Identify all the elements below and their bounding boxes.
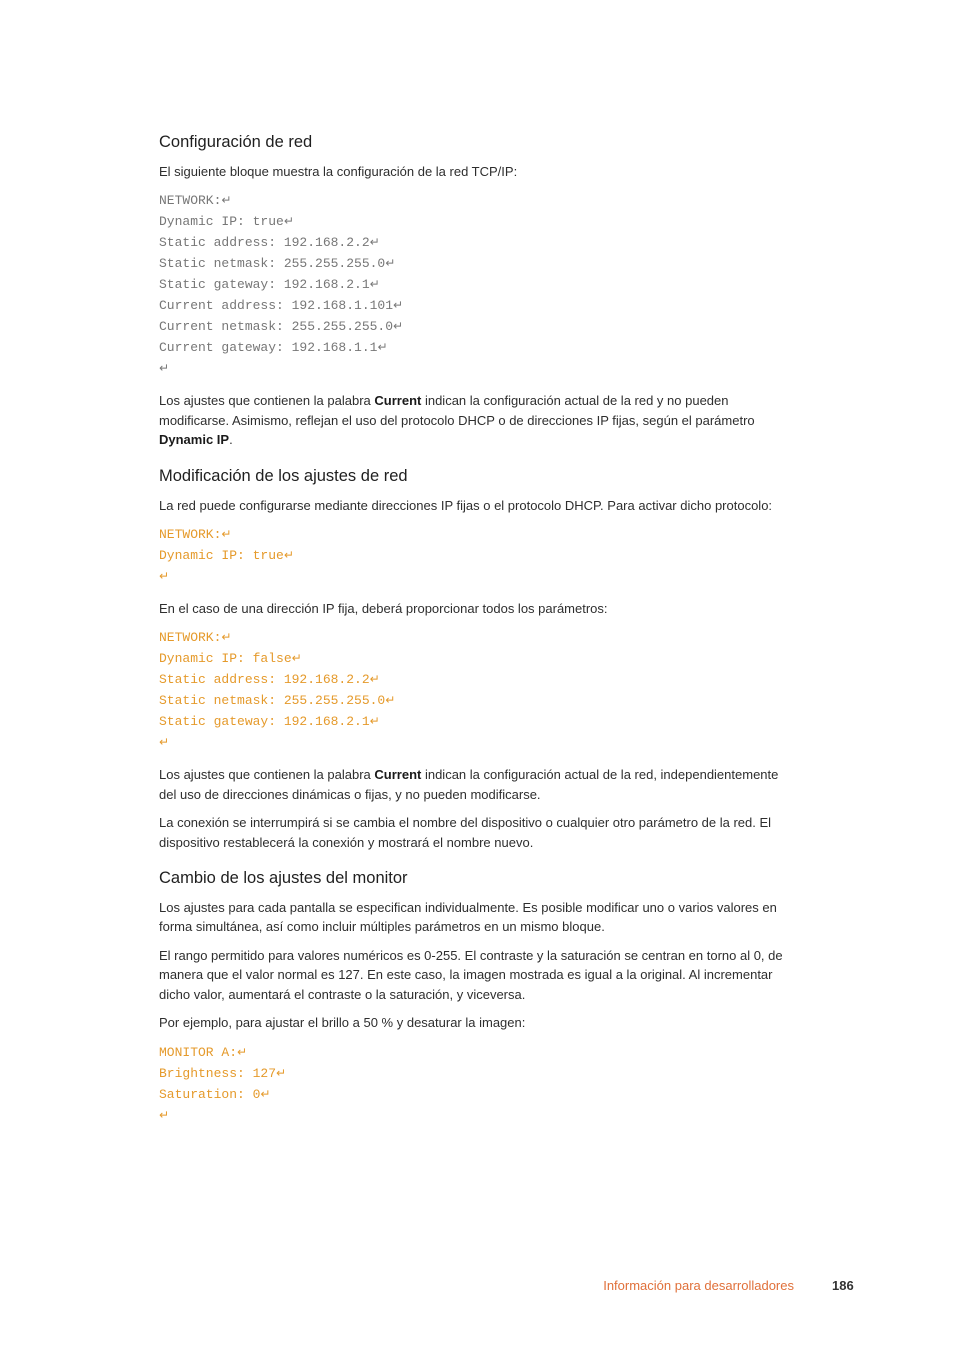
return-icon: ↵: [369, 277, 380, 292]
code-line: [159, 316, 799, 337]
code-text: Saturation: 0: [159, 1086, 261, 1102]
code-text: Dynamic IP: true: [159, 548, 284, 564]
code-line: [159, 1084, 799, 1105]
return-icon: ↵: [276, 1065, 287, 1080]
code-text: Static gateway: 192.168.2.1: [159, 714, 370, 730]
return-icon: ↵: [369, 235, 380, 250]
code-line: [159, 690, 799, 711]
paragraph: El siguiente bloque muestra la configuración de la red TCP/IP:: [159, 164, 518, 179]
code-text: Static gateway: 192.168.2.1: [159, 277, 370, 293]
code-block-dhcp: [159, 524, 799, 587]
paragraph: En el caso de una dirección IP fija, deberá proporcionar todos los parámetros:: [159, 601, 608, 617]
code-text: NETWORK:: [159, 630, 222, 646]
return-icon: ↵: [260, 1086, 271, 1101]
code-text: Dynamic IP: false: [159, 651, 292, 667]
code-text: NETWORK:: [159, 193, 222, 209]
return-icon: ↵: [159, 569, 170, 584]
code-line: [159, 524, 799, 545]
code-line: [159, 627, 799, 648]
return-icon: ↵: [385, 256, 396, 271]
section-heading-modify-network: Modificación de los ajustes de red: [159, 466, 408, 485]
code-text: Static address: 192.168.2.2: [159, 235, 370, 251]
paragraph: Los ajustes para cada pantalla se especifican individualmente. Es posible modificar uno o varios valores en forma simultánea, así como incluir múltiples parámetros en un mismo bloque.: [159, 900, 777, 935]
paragraph: La conexión se interrumpirá si se cambia el nombre del dispositivo o cualquier otro parámetro de la red. El dispositivo restablecerá la conexión y mostrará el nombre nuevo.: [159, 815, 772, 850]
code-line: [159, 190, 799, 211]
code-block-static-ip: [159, 627, 799, 753]
code-line: [159, 232, 799, 253]
code-text: Dynamic IP: true: [159, 214, 284, 230]
code-line: [159, 1105, 799, 1126]
code-line: [159, 1063, 799, 1084]
return-icon: ↵: [159, 361, 170, 376]
code-text: Current address: 192.168.1.101: [159, 298, 394, 314]
return-icon: ↵: [221, 630, 232, 645]
code-line: [159, 337, 799, 358]
code-block-monitor: [159, 1042, 799, 1126]
paragraph: El rango permitido para valores numéricos es 0-255. El contraste y la saturación se centran en torno al 0, de manera que el valor normal es 127. En este caso, la imagen mostrada es igual a la original. Al incrementar dicho valor, aumentará el contraste o la saturación, y viceversa.: [159, 947, 783, 1002]
return-icon: ↵: [393, 319, 404, 334]
code-line: [159, 545, 799, 566]
code-text: Static netmask: 255.255.255.0: [159, 256, 386, 272]
code-block-network-status: [159, 190, 799, 379]
paragraph: La red puede configurarse mediante direcciones IP fijas o el protocolo DHCP. Para activar dicho protocolo:: [159, 497, 773, 513]
return-icon: ↵: [283, 214, 294, 229]
code-line: [159, 669, 799, 690]
page-number: 186: [832, 1278, 854, 1293]
section-heading-network-config: Configuración de red: [159, 133, 313, 151]
footer-doc-title: Información para desarrolladores: [603, 1278, 794, 1293]
return-icon: ↵: [221, 527, 232, 542]
return-icon: ↵: [369, 714, 380, 729]
code-text: Current gateway: 192.168.1.1: [159, 340, 378, 356]
code-line: [159, 711, 799, 732]
keyword: Current: [374, 767, 422, 783]
return-icon: ↵: [283, 548, 294, 563]
return-icon: ↵: [377, 340, 388, 355]
page-footer: [0, 1278, 954, 1298]
code-line: [159, 211, 799, 232]
keyword: Current: [374, 393, 422, 409]
return-icon: ↵: [369, 672, 380, 687]
code-text: Static netmask: 255.255.255.0: [159, 693, 386, 709]
code-text: NETWORK:: [159, 527, 222, 543]
return-icon: ↵: [385, 693, 396, 708]
return-icon: ↵: [291, 651, 302, 666]
paragraph: Los ajustes que contienen la palabra Current indican la configuración actual de la red y no pueden modificarse. Asimismo, reflejan el uso del protocolo DHCP o de direcciones IP fijas, según el parámetro Dynamic IP.: [159, 393, 755, 448]
code-line: [159, 566, 799, 587]
code-line: [159, 732, 799, 753]
code-line: [159, 295, 799, 316]
page-content: [159, 130, 799, 1138]
return-icon: ↵: [221, 193, 232, 208]
code-text: Current netmask: 255.255.255.0: [159, 319, 394, 335]
return-icon: ↵: [393, 298, 404, 313]
code-line: [159, 648, 799, 669]
code-text: MONITOR A:: [159, 1044, 238, 1060]
section-heading-monitor-settings: Cambio de los ajustes del monitor: [159, 869, 408, 888]
code-line: [159, 253, 799, 274]
keyword: Dynamic IP: [159, 432, 230, 448]
return-icon: ↵: [237, 1044, 248, 1059]
code-text: Brightness: 127: [159, 1065, 277, 1081]
paragraph: Los ajustes que contienen la palabra Current indican la configuración actual de la red, independientemente del uso de direcciones dinámicas o fijas, y no pueden modificarse.: [159, 767, 779, 802]
code-line: [159, 274, 799, 295]
code-line: [159, 1042, 799, 1063]
code-text: Static address: 192.168.2.2: [159, 672, 370, 688]
paragraph: Por ejemplo, para ajustar el brillo a 50 % y desaturar la imagen:: [159, 1015, 526, 1031]
code-line: [159, 358, 799, 379]
return-icon: ↵: [159, 735, 170, 750]
return-icon: ↵: [159, 1107, 170, 1122]
